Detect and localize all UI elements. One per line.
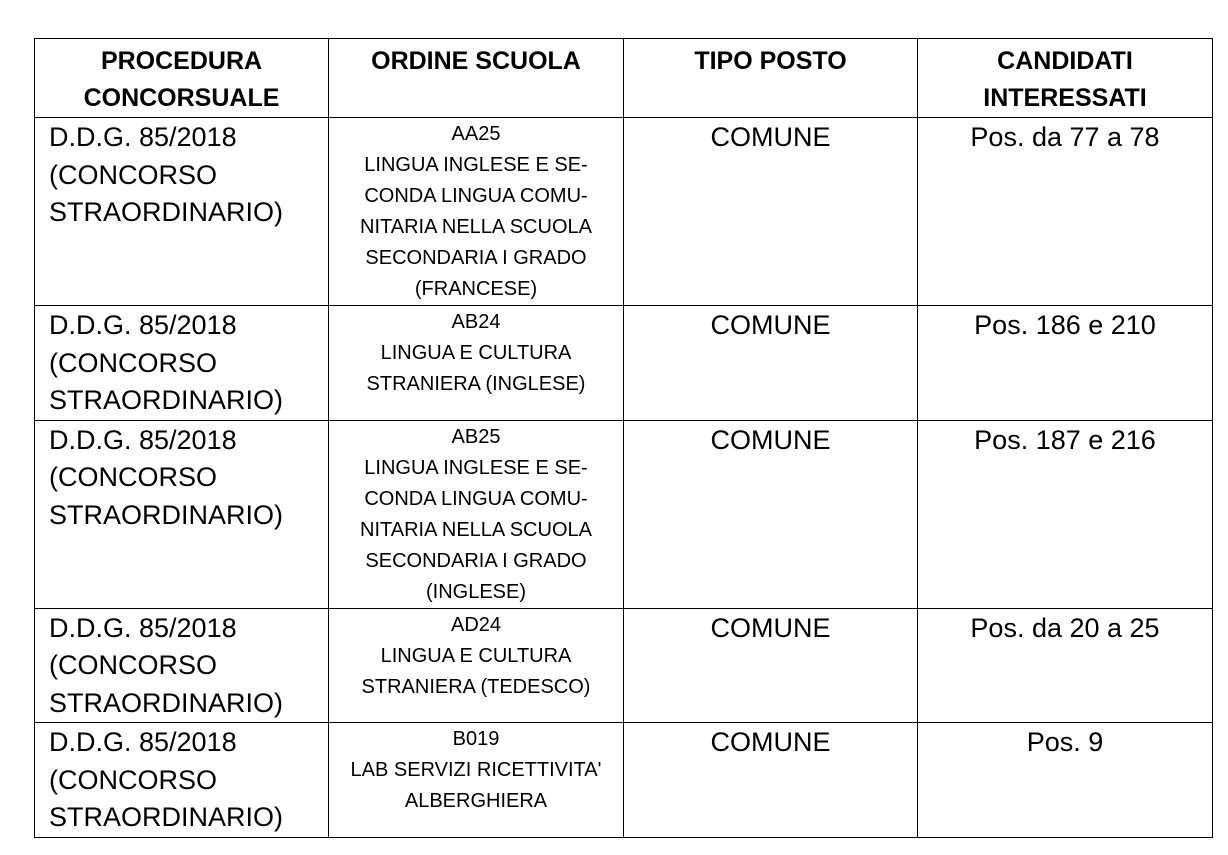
tipo-posto-cell: COMUNE: [624, 420, 918, 608]
table-row: [35, 118, 1213, 306]
header-tipo-posto: TIPO POSTO: [624, 39, 918, 118]
tipo-posto-cell: COMUNE: [624, 306, 918, 421]
candidati-cell: Pos. 186 e 210: [918, 306, 1213, 421]
header-procedura-concorsuale: PROCEDURA CONCORSUALE: [35, 39, 329, 118]
procedura-cell: D.D.G. 85/2018 (CONCORSO STRAORDINARIO): [35, 306, 329, 421]
candidati-cell: Pos. da 77 a 78: [918, 118, 1213, 306]
tipo-posto-cell: COMUNE: [624, 118, 918, 306]
ordine-scuola-cell: AB25 LINGUA INGLESE E SE- CONDA LINGUA COMU- NITARIA NELLA SCUOLA SECONDARIA I GRADO (INGLESE): [329, 420, 624, 608]
procedura-cell: D.D.G. 85/2018 (CONCORSO STRAORDINARIO): [35, 723, 329, 838]
header-ordine-scuola: ORDINE SCUOLA: [329, 39, 624, 118]
ordine-scuola-cell: AB24 LINGUA E CULTURA STRANIERA (INGLESE): [329, 306, 624, 421]
table-row: [35, 608, 1213, 723]
table-row: [35, 723, 1213, 838]
tipo-posto-cell: COMUNE: [624, 608, 918, 723]
table-header-row: [35, 39, 1213, 118]
ordine-scuola-cell: B019 LAB SERVIZI RICETTIVITA' ALBERGHIERA: [329, 723, 624, 838]
tipo-posto-cell: COMUNE: [624, 723, 918, 838]
table-row: [35, 306, 1213, 421]
procedura-cell: D.D.G. 85/2018 (CONCORSO STRAORDINARIO): [35, 420, 329, 608]
table-row: [35, 420, 1213, 608]
candidati-cell: Pos. 9: [918, 723, 1213, 838]
ordine-scuola-cell: AA25 LINGUA INGLESE E SE- CONDA LINGUA COMU- NITARIA NELLA SCUOLA SECONDARIA I GRADO (FRANCESE): [329, 118, 624, 306]
candidati-cell: Pos. da 20 a 25: [918, 608, 1213, 723]
header-candidati-interessati: CANDIDATI INTERESSATI: [918, 39, 1213, 118]
ordine-scuola-cell: AD24 LINGUA E CULTURA STRANIERA (TEDESCO): [329, 608, 624, 723]
procedura-cell: D.D.G. 85/2018 (CONCORSO STRAORDINARIO): [35, 118, 329, 306]
candidates-table: [34, 38, 1213, 838]
candidati-cell: Pos. 187 e 216: [918, 420, 1213, 608]
procedura-cell: D.D.G. 85/2018 (CONCORSO STRAORDINARIO): [35, 608, 329, 723]
